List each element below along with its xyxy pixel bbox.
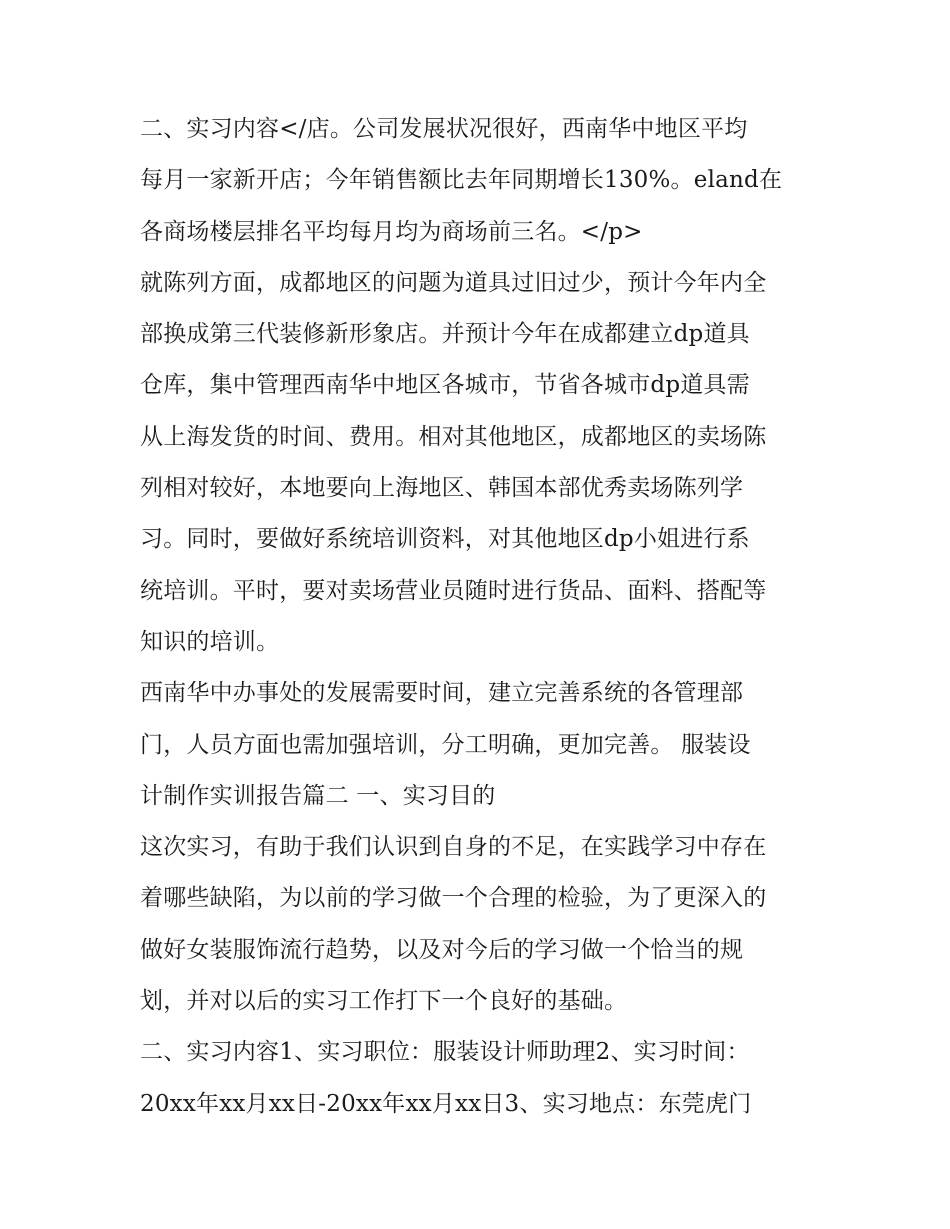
text-line: 20xx年xx月xx日-20xx年xx月xx日3、实习地点：东莞虎门 bbox=[140, 1090, 752, 1117]
text-line: 仓库，集中管理西南华中地区各城市，节省各城市dp道具需 bbox=[140, 372, 750, 399]
text-line: 着哪些缺陷，为以前的学习做一个合理的检验，为了更深入的 bbox=[140, 885, 767, 912]
text-line: 二、实习内容1、实习职位：服装设计师助理2、实习时间： bbox=[140, 1039, 750, 1066]
text-line: 西南华中办事处的发展需要时间，建立完善系统的各管理部 bbox=[140, 680, 744, 707]
text-line: 习。同时，要做好系统培训资料，对其他地区dp小姐进行系 bbox=[140, 526, 750, 553]
text-line: 就陈列方面，成都地区的问题为道具过旧过少，预计今年内全 bbox=[140, 269, 767, 296]
text-line: 计制作实训报告篇二 一、实习目的 bbox=[140, 782, 496, 809]
text-line: 从上海发货的时间、费用。相对其他地区，成都地区的卖场陈 bbox=[140, 423, 767, 450]
text-line: 二、实习内容</店。公司发展状况很好，西南华中地区平均 bbox=[140, 116, 748, 142]
text-line: 统培训。平时，要对卖场营业员随时进行货品、面料、搭配等 bbox=[140, 577, 767, 604]
text-line: 知识的培训。 bbox=[140, 628, 280, 655]
text-line: 各商场楼层排名平均每月均为商场前三名。</p> bbox=[140, 218, 643, 245]
text-line: 部换成第三代装修新形象店。并预计今年在成都建立dp道具 bbox=[140, 321, 750, 348]
text-line: 这次实习，有助于我们认识到自身的不足，在实践学习中存在 bbox=[140, 834, 767, 861]
text-line: 做好女装服饰流行趋势，以及对今后的学习做一个恰当的规 bbox=[140, 936, 744, 963]
text-line: 列相对较好，本地要向上海地区、韩国本部优秀卖场陈列学 bbox=[140, 475, 744, 502]
text-line: 每月一家新开店；今年销售额比去年同期增长130%。eland在 bbox=[140, 167, 783, 194]
text-line: 划，并对以后的实习工作打下一个良好的基础。 bbox=[140, 988, 628, 1015]
text-line: 门，人员方面也需加强培训，分工明确，更加完善。 服装设 bbox=[140, 731, 751, 758]
document-body bbox=[140, 104, 815, 1130]
